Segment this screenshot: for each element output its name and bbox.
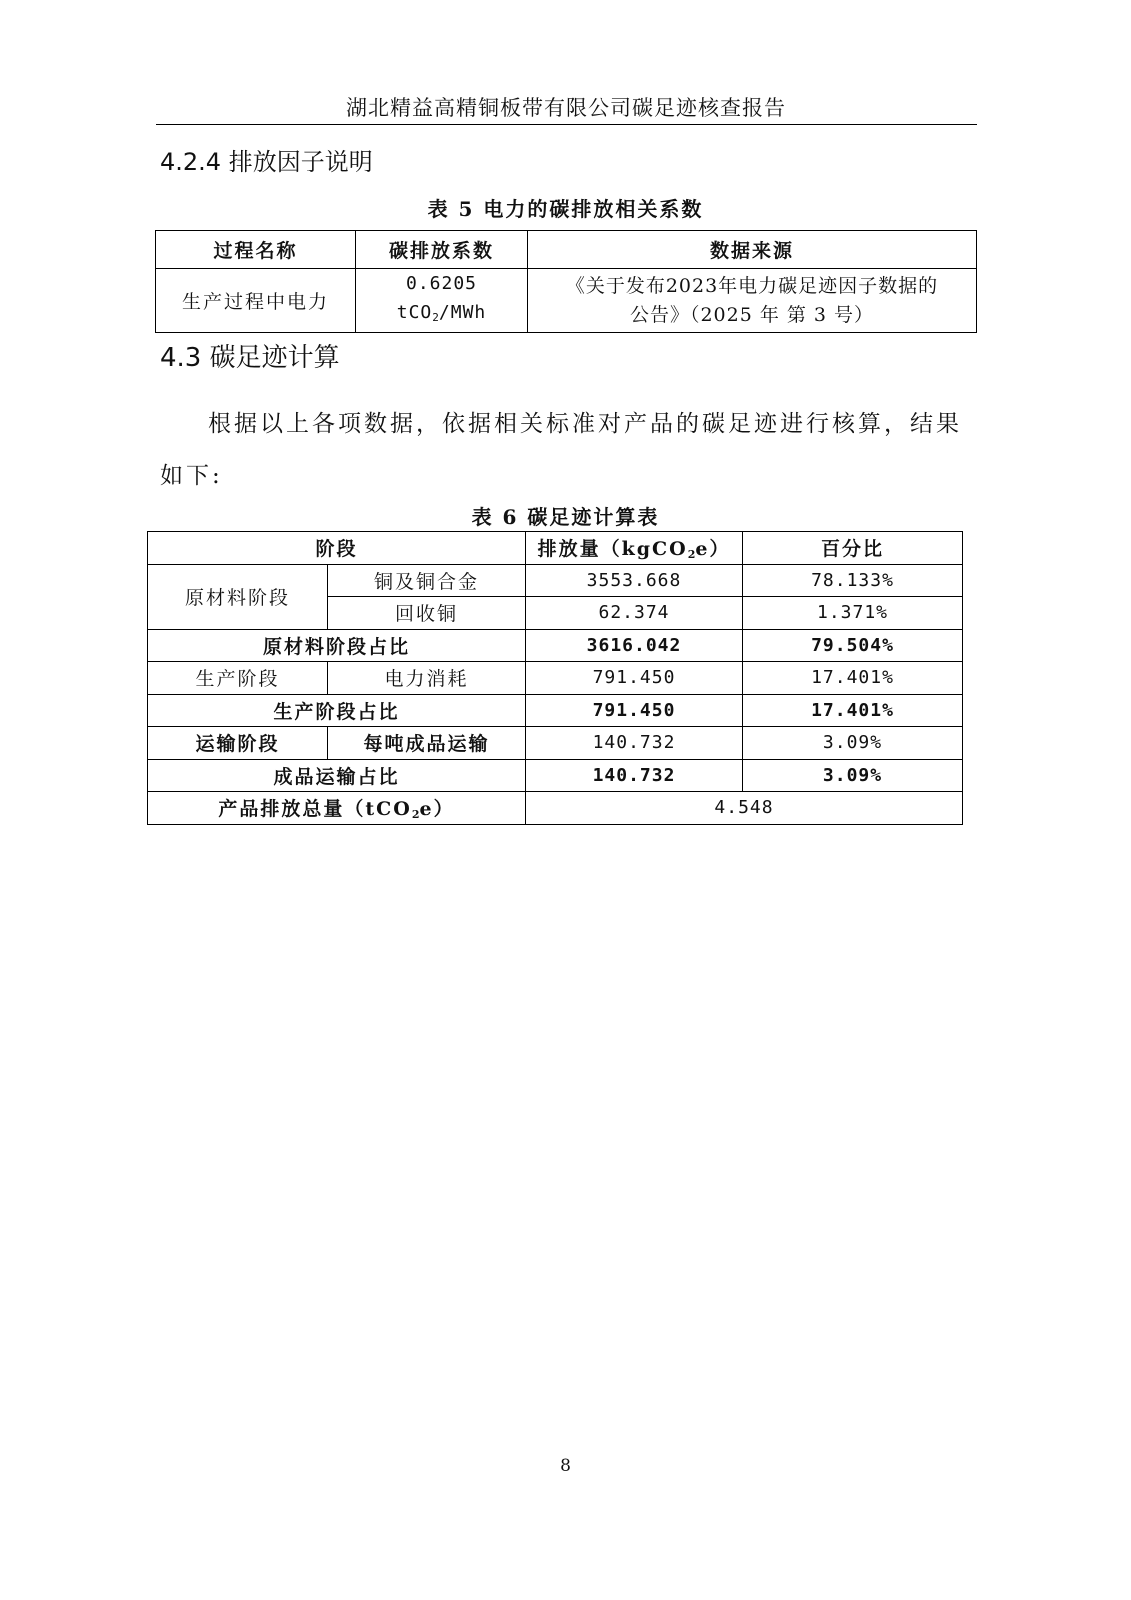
table6-subtotal-emission: 140.732 — [526, 759, 743, 792]
table6-percent: 17.401% — [743, 662, 963, 695]
table6-header-row — [148, 532, 963, 565]
table5-coef-value: 0.6205 — [405, 273, 478, 294]
table6-emission: 791.450 — [526, 662, 743, 695]
table5-header-coef: 碳排放系数 — [356, 231, 528, 269]
table6-item: 电力消耗 — [328, 662, 526, 695]
table6-subtotal-row — [148, 759, 963, 792]
page-number: 8 — [560, 1456, 571, 1476]
table6-carbon-footprint — [147, 531, 963, 825]
paragraph-text: 根据以上各项数据，依据相关标准对产品的碳足迹进行核算，结果如下: — [160, 411, 962, 489]
table6-subtotal-row — [148, 694, 963, 727]
table5-caption: 表 5 电力的碳排放相关系数 — [427, 197, 704, 221]
table6-emission: 140.732 — [526, 727, 743, 760]
table5-emission-factors — [155, 230, 977, 333]
table5-header-source: 数据来源 — [528, 231, 977, 269]
table6-subtotal-percent: 3.09% — [743, 759, 963, 792]
table6-header-stage: 阶段 — [148, 532, 526, 565]
table5-source-line2: 公告》（2025 年 第 3 号） — [629, 303, 875, 326]
section-heading-4-3: 4.3 碳足迹计算 — [160, 343, 340, 373]
table6-stage-transport: 运输阶段 — [148, 727, 328, 760]
table6-subtotal-label: 原材料阶段占比 — [148, 629, 526, 662]
table6-item: 每吨成品运输 — [328, 727, 526, 760]
table5-row — [156, 269, 977, 333]
table6-header-emission: 排放量（kgCO$_2$e） — [526, 532, 743, 565]
table6-stage-production: 生产阶段 — [148, 662, 328, 695]
table6-item: 回收铜 — [328, 597, 526, 630]
table5-coef-unit: tCO$_2$/MWh — [396, 302, 487, 324]
table6-subtotal-label: 生产阶段占比 — [148, 694, 526, 727]
table6-percent: 1.371% — [743, 597, 963, 630]
header-rule — [156, 124, 977, 125]
section-heading-4-2-4: 4.2.4 排放因子说明 — [160, 148, 373, 176]
table6-percent: 3.09% — [743, 727, 963, 760]
table6-stage-raw: 原材料阶段 — [148, 564, 328, 629]
table6-subtotal-percent: 17.401% — [743, 694, 963, 727]
table6-caption: 表 6 碳足迹计算表 — [471, 505, 660, 529]
table6-emission: 3553.668 — [526, 564, 743, 597]
table6-emission: 62.374 — [526, 597, 743, 630]
body-paragraph — [160, 398, 976, 502]
table5-header-process: 过程名称 — [156, 231, 356, 269]
report-header-title: 湖北精益高精铜板带有限公司碳足迹核查报告 — [346, 96, 786, 120]
table6-row — [148, 727, 963, 760]
table6-subtotal-row — [148, 629, 963, 662]
table5-cell-source — [528, 269, 977, 333]
table6-total-row — [148, 792, 963, 825]
table5-cell-coef — [356, 269, 528, 333]
table6-total-value: 4.548 — [526, 792, 963, 825]
table5-source-line1: 《关于发布2023年电力碳足迹因子数据的 — [565, 274, 939, 297]
table6-subtotal-emission: 3616.042 — [526, 629, 743, 662]
table6-total-label: 产品排放总量（tCO$_2$e） — [148, 792, 526, 825]
table6-percent: 78.133% — [743, 564, 963, 597]
table6-row — [148, 564, 963, 597]
table6-item: 铜及铜合金 — [328, 564, 526, 597]
table6-subtotal-label: 成品运输占比 — [148, 759, 526, 792]
table6-row — [148, 662, 963, 695]
table5-header-row — [156, 231, 977, 269]
table5-cell-process: 生产过程中电力 — [156, 269, 356, 333]
table6-header-percent: 百分比 — [743, 532, 963, 565]
table6-subtotal-emission: 791.450 — [526, 694, 743, 727]
table6-subtotal-percent: 79.504% — [743, 629, 963, 662]
